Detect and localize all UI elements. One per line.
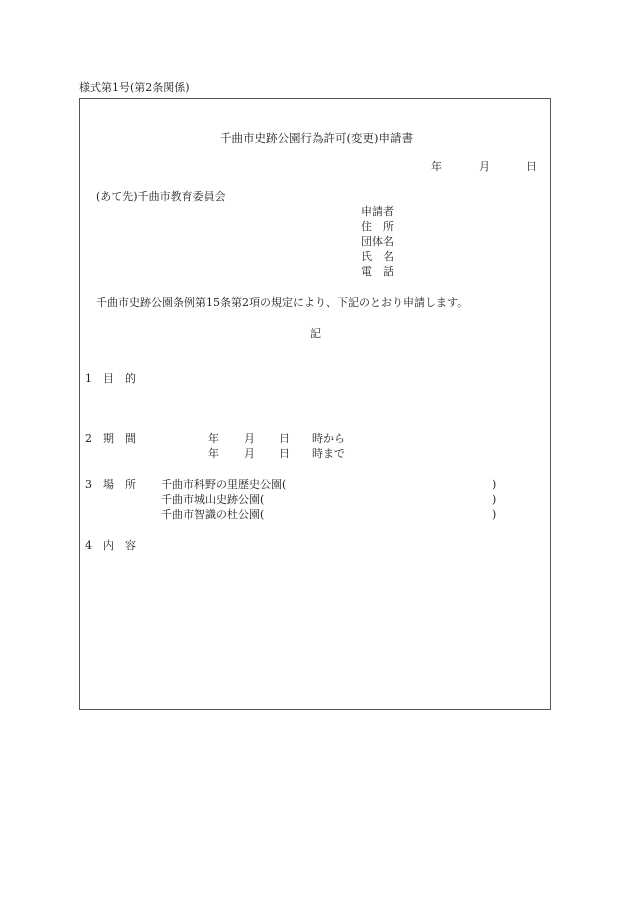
period-from-year: 年 (208, 432, 219, 445)
form-number: 様式第1号(第2条関係) (79, 81, 190, 94)
item-content-number: 4 (85, 539, 92, 552)
addressee: (あて先)千曲市教育委員会 (96, 190, 226, 203)
ki-heading: 記 (310, 327, 321, 340)
period-from-month: 月 (244, 432, 255, 445)
place-option-name: 千曲市科野の里歴史公園( (161, 478, 287, 491)
item-place-number: 3 (85, 478, 92, 491)
place-option-close: ) (492, 508, 497, 521)
period-to-suffix: 時まで (312, 447, 345, 460)
applicant-address-label: 住 所 (361, 220, 394, 233)
item-content-label: 内 容 (103, 539, 136, 552)
period-to-year: 年 (208, 447, 219, 460)
period-to-month: 月 (244, 447, 255, 460)
date-month-label: 月 (479, 160, 490, 173)
item-purpose-label: 目 的 (103, 372, 136, 385)
form-title: 千曲市史跡公園行為許可(変更)申請書 (220, 131, 413, 145)
place-option-close: ) (492, 478, 497, 491)
place-option-close: ) (492, 493, 497, 506)
period-to-day: 日 (279, 447, 290, 460)
applicant-name-label: 氏 名 (361, 250, 394, 263)
period-from-day: 日 (279, 432, 290, 445)
item-place-label: 場 所 (103, 478, 136, 491)
item-period-number: 2 (85, 432, 92, 445)
item-purpose-number: 1 (85, 372, 92, 385)
date-year-label: 年 (431, 160, 442, 173)
application-statement: 千曲市史跡公園条例第15条第2項の規定により、下記のとおり申請します。 (96, 296, 469, 309)
place-option-name: 千曲市智識の杜公園( (161, 508, 265, 521)
place-option-name: 千曲市城山史跡公園( (161, 493, 265, 506)
date-day-label: 日 (526, 160, 537, 173)
applicant-organization-label: 団体名 (361, 235, 394, 248)
applicant-phone-label: 電 話 (361, 265, 394, 278)
period-from-suffix: 時から (312, 432, 345, 445)
applicant-heading: 申請者 (361, 205, 394, 218)
item-period-label: 期 間 (103, 432, 136, 445)
